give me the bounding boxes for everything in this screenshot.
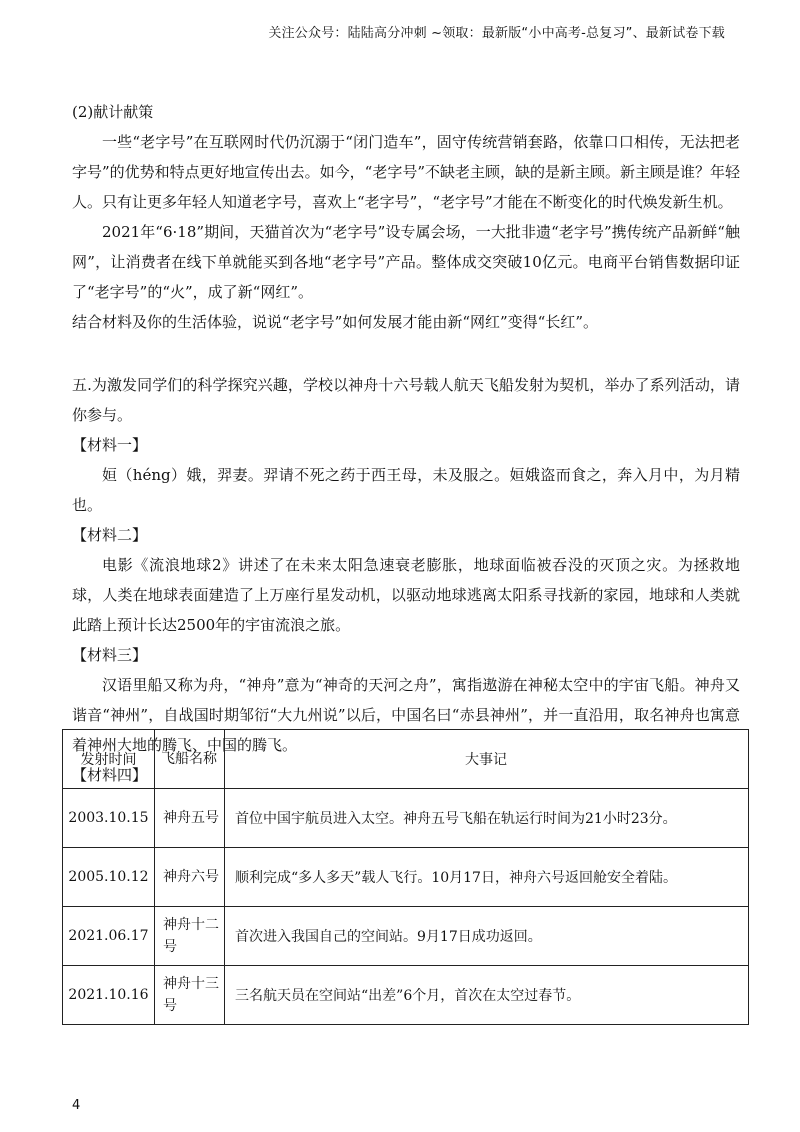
paragraph: 一些“老字号”在互联网时代仍沉溺于“闭门造车”，固守传统营销套路，依靠口口相传，无法把老字号”的优势和特点更好地宣传出去。如今，“老字号”不缺老主顾，缺的是新主顾。新主顾是谁？年轻人。只有让更多年轻人知道老字号，喜欢上“老字号”，“老字号”才能在不断变化的时代焕发新生机。 (72, 133, 741, 211)
ship-name: 神舟十三号 (155, 966, 225, 1025)
material-label: 【材料二】 (72, 526, 148, 544)
event: 首位中国宇航员进入太空。神舟五号飞船在轨运行时间为21小时23分。 (225, 789, 749, 848)
material-text: 电影《流浪地球2》讲述了在未来太阳急速衰老膨胀，地球面临被吞没的灭顶之灾。为拯救地球，人类在地球表面建造了上万座行星发动机，以驱动地球逃离太阳系寻找新的家园，地球和人类就此踏上预计长达2500年的宇宙流浪之旅。 (72, 556, 740, 634)
table-row (63, 907, 749, 966)
event: 顺利完成“多人多天”载人飞行。10月17日，神舟六号返回舱安全着陆。 (225, 848, 749, 907)
table-header-row (63, 730, 749, 789)
table-row (63, 848, 749, 907)
column-header: 飞船名称 (155, 730, 225, 789)
material-text: 汉语里船又称为舟，“神舟”意为“神奇的天河之舟”，寓指遨游在神秘太空中的宇宙飞船。神舟又谐音“神州”，自战国时期邹衍“大九州说”以后，中国名曰“赤县神州”，并一直沿用，取名神舟也寓意着神州大地的腾飞、中国的腾飞。 (72, 676, 740, 754)
launch-date: 2021.10.16 (63, 966, 155, 1025)
launch-date: 2021.06.17 (63, 907, 155, 966)
page-number: 4 (72, 1098, 81, 1113)
launch-date: 2003.10.15 (63, 789, 155, 848)
section-title: (2)献计献策 (72, 103, 154, 121)
page-header: 关注公众号：陆陆高分冲刺 ~领取：最新版“小中高考-总复习”、最新试卷下载 (268, 26, 725, 41)
event: 三名航天员在空间站“出差”6个月，首次在太空过春节。 (225, 966, 749, 1025)
document-body (72, 97, 740, 790)
ship-name: 神舟十二号 (155, 907, 225, 966)
material-label: 【材料一】 (72, 436, 148, 454)
question: 结合材料及你的生活体验，说说“老字号”如何发展才能由新“网红”变得“长红”。 (72, 313, 599, 331)
shenzhou-table (62, 729, 749, 1025)
ship-name: 神舟六号 (155, 848, 225, 907)
event: 首次进入我国自己的空间站。9月17日成功返回。 (225, 907, 749, 966)
ship-name: 神舟五号 (155, 789, 225, 848)
paragraph: 2021年“6·18”期间，天猫首次为“老字号”设专属会场，一大批非遗“老字号”携传统产品新鲜“触网”，让消费者在线下单就能买到各地“老字号”产品。整体成交突破10亿元。电商平台销售数据印证了“老字号”的“火”，成了新“网红”。 (72, 223, 740, 301)
material-text: 姮（héng）娥，羿妻。羿请不死之药于西王母，未及服之。姮娥盗而食之，奔入月中，为月精也。 (72, 466, 740, 514)
launch-date: 2005.10.12 (63, 848, 155, 907)
section-intro: 五.为激发同学们的科学探究兴趣，学校以神舟十六号载人航天飞船发射为契机，举办了系列活动，请你参与。 (72, 376, 740, 424)
material-label: 【材料三】 (72, 646, 148, 664)
material-label: 【材料四】 (72, 766, 148, 784)
table-row (63, 789, 749, 848)
column-header: 大事记 (225, 730, 749, 789)
column-header: 发射时间 (63, 730, 155, 789)
table-row (63, 966, 749, 1025)
